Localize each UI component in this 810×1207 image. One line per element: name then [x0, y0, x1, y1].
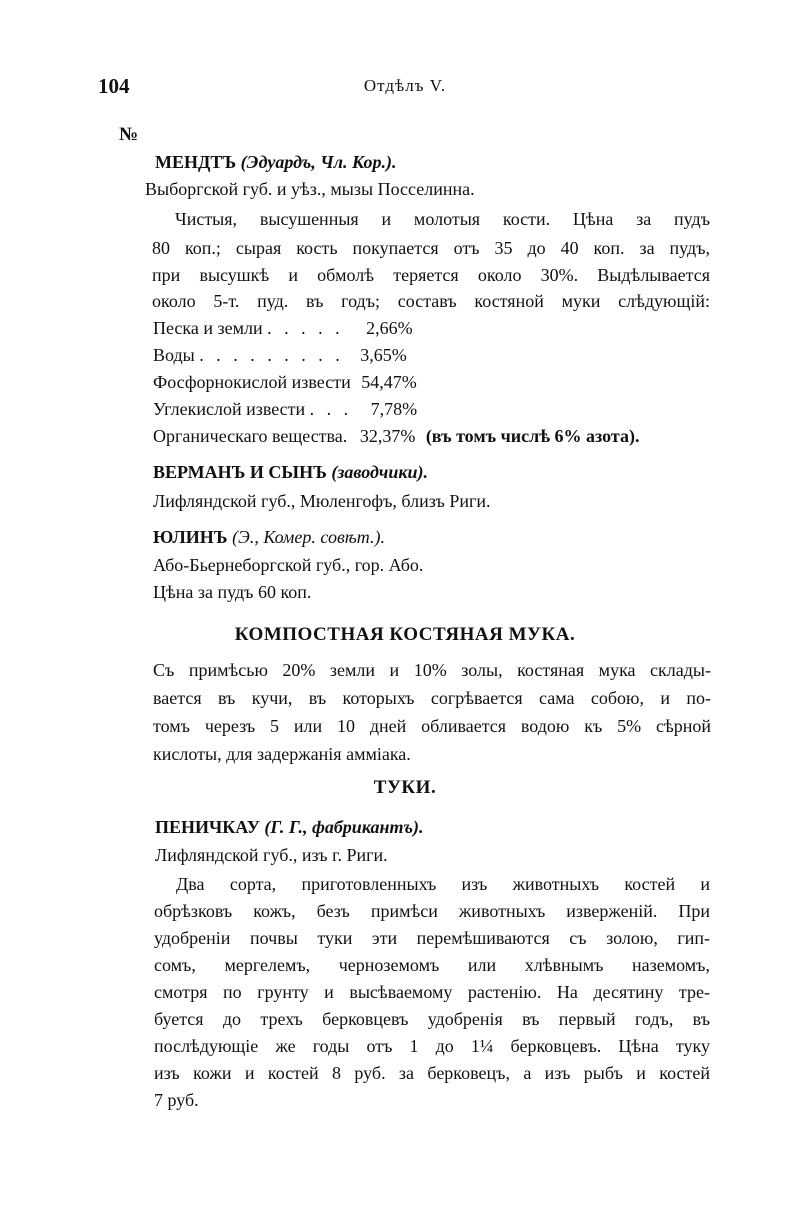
composition-value: 7,78% — [370, 399, 418, 419]
text-line: Съ примѣсью 20% земли и 10% золы, костяная мука склады- — [153, 660, 711, 680]
composition-row — [153, 370, 417, 394]
text-line: при высушкѣ и обмолѣ теряется около 30%. Выдѣлывается — [152, 265, 710, 285]
number-mark: № — [119, 124, 139, 145]
page-number: 104 — [98, 74, 130, 98]
composition-note: (въ томъ числѣ 6% азота). — [425, 426, 640, 446]
composition-value: 32,37% — [359, 426, 416, 446]
entry-name: МЕНДТЪ — [155, 152, 237, 172]
text-line: изъ кожи и костей 8 руб. за берковецъ, а изъ рыбъ и костей — [154, 1063, 710, 1083]
composition-value: 2,66% — [366, 318, 413, 338]
text-line: удобреніи почвы туки эти перемѣшиваются съ золою, гип- — [154, 928, 710, 948]
composition-dots: . . . . . — [267, 318, 344, 338]
text-line: томъ черезъ 5 или 10 дней обливается водою къ 5% сѣрной — [153, 716, 711, 736]
entry-name: ВЕРМАНЪ И СЫНЪ — [153, 462, 327, 482]
text-line: смотря по грунту и высѣваемому растенію. На десятину тре- — [154, 982, 710, 1002]
text-line: 7 руб. — [154, 1090, 199, 1110]
entry-location: Выборгской губ. и уѣз., мызы Посселинна. — [145, 179, 475, 199]
entry-name: ПЕНИЧКАУ — [155, 817, 260, 837]
entry-location: Лифляндской губ., изъ г. Риги. — [155, 845, 388, 865]
composition-label: Органическаго вещества. — [153, 426, 348, 446]
entry-heading — [155, 150, 396, 174]
text-line: Чистыя, высушенныя и молотыя кости. Цѣна за пудъ — [175, 209, 710, 229]
section-heading-tuki: ТУКИ. — [373, 777, 437, 798]
running-head: Отдѣлъ V. — [363, 76, 447, 95]
section-heading-compost: КОМПОСТНАЯ КОСТЯНАЯ МУКА. — [234, 624, 576, 645]
composition-row — [153, 316, 413, 340]
entry-details: (заводчики). — [331, 462, 428, 482]
text-line: обрѣзковъ кожъ, безъ примѣси животныхъ изверженій. При — [154, 901, 710, 921]
entry-heading — [155, 815, 423, 839]
composition-row — [153, 424, 639, 448]
composition-label: Песка и земли — [153, 318, 263, 338]
composition-label: Углекислой извести — [153, 399, 306, 419]
text-line: 80 коп.; сырая кость покупается отъ 35 до 40 коп. за пудъ, — [152, 238, 710, 258]
text-line: сомъ, мергелемъ, черноземомъ или хлѣвнымъ наземомъ, — [154, 955, 710, 975]
entry-details: (Э., Комер. совѣт.). — [232, 527, 385, 547]
composition-dots: . . . . . . . . . — [199, 345, 344, 365]
entry-heading — [153, 525, 385, 549]
text-line: буется до трехъ берковцевъ удобренія въ первый годъ, въ — [154, 1009, 710, 1029]
text-line: около 5-т. пуд. въ годъ; составъ костяной муки слѣдующій: — [152, 291, 710, 311]
composition-row — [153, 397, 417, 421]
text-line: Два сорта, приготовленныхъ изъ животныхъ костей и — [176, 874, 710, 894]
composition-label: Воды — [153, 345, 195, 365]
page-header — [0, 74, 810, 104]
composition-label: Фосфорнокислой извести — [153, 372, 351, 392]
entry-name: ЮЛИНЪ — [153, 527, 228, 547]
text-line: кислоты, для задержанія амміака. — [153, 744, 411, 764]
text-line: послѣдующіе же годы отъ 1 до 1¼ берковцевъ. Цѣна туку — [154, 1036, 710, 1056]
composition-value: 54,47% — [361, 372, 417, 392]
composition-dots: . . . — [309, 399, 353, 419]
entry-details: (Эдуардъ, Чл. Кор.). — [240, 152, 397, 172]
entry-details: (Г. Г., фабрикантъ). — [264, 817, 424, 837]
entry-location: Або-Бьернеборгской губ., гор. Або. — [153, 555, 424, 575]
entry-location: Лифляндской губ., Мюленгофъ, близъ Риги. — [153, 491, 491, 511]
text-line: вается въ кучи, въ которыхъ согрѣвается сама собою, и по- — [153, 688, 711, 708]
composition-row — [153, 343, 407, 367]
entry-price: Цѣна за пудъ 60 коп. — [153, 582, 312, 602]
composition-value: 3,65% — [360, 345, 407, 365]
entry-heading — [153, 460, 428, 484]
